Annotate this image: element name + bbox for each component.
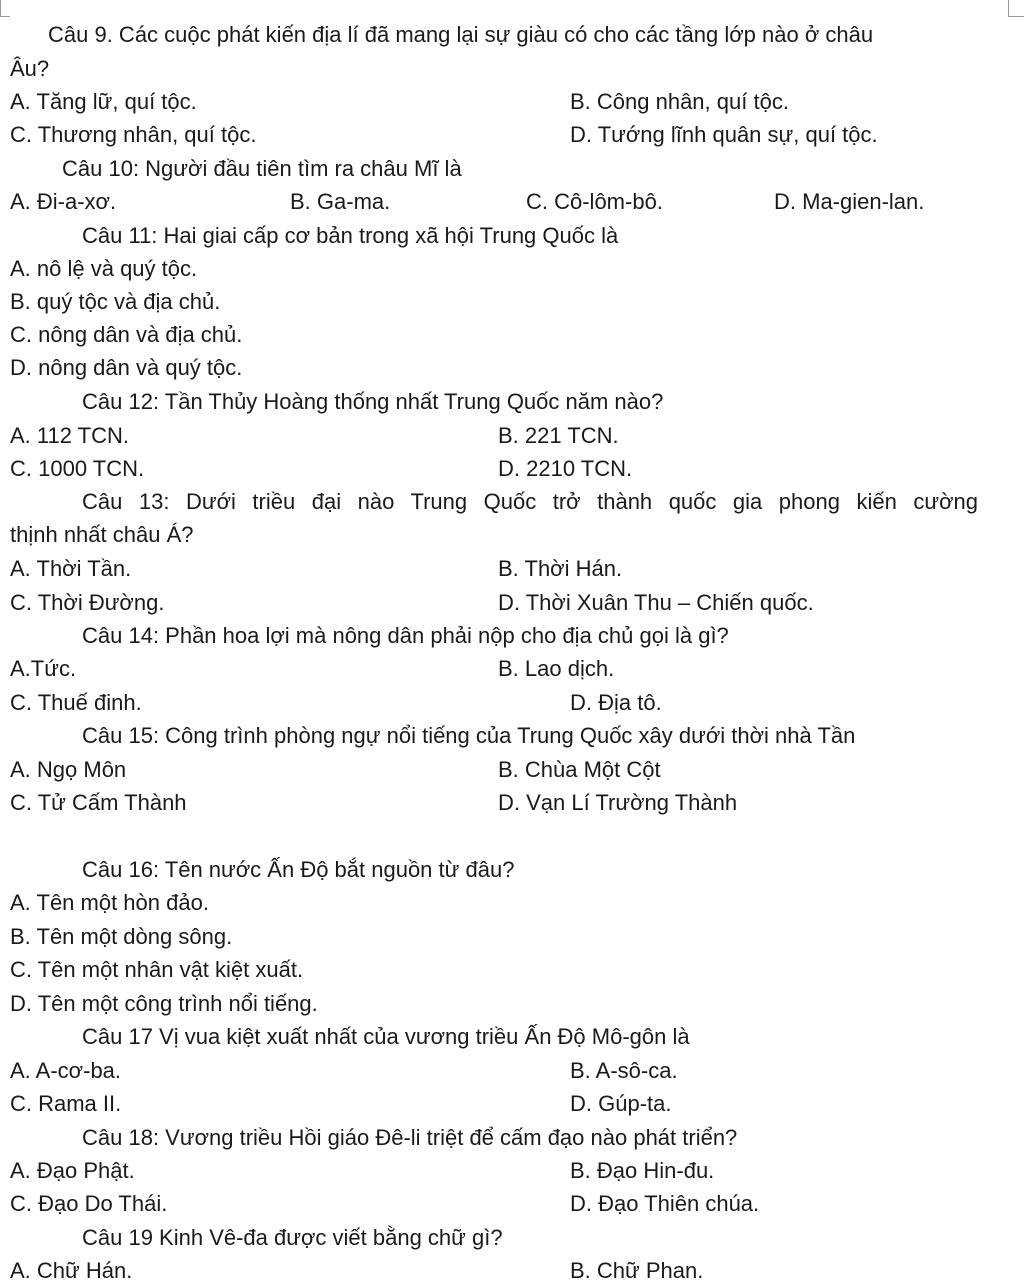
question-15-option-c: C. Tử Cấm Thành: [10, 790, 187, 815]
corner-mark-left-h: [0, 16, 10, 17]
question-14-title: Câu 14: Phần hoa lợi mà nông dân phải nộp cho địa chủ gọi là gì?: [82, 623, 729, 648]
question-11-title: Câu 11: Hai giai cấp cơ bản trong xã hội Trung Quốc là: [82, 223, 619, 248]
question-17-option-c: C. Rama II.: [10, 1091, 122, 1116]
question-13-option-a: A. Thời Tần.: [10, 556, 132, 581]
question-12-option-c: C. 1000 TCN.: [10, 456, 145, 481]
question-17-title: Câu 17 Vị vua kiệt xuất nhất của vương triều Ấn Độ Mô-gôn là: [82, 1024, 690, 1049]
question-16-option-c: C. Tên một nhân vật kiệt xuất.: [10, 957, 304, 982]
question-16-option-a: A. Tên một hòn đảo.: [10, 890, 209, 915]
question-17-option-b: B. A-sô-ca.: [570, 1058, 678, 1083]
question-13-line-2: thịnh nhất châu Á?: [10, 522, 194, 547]
question-12-title: Câu 12: Tần Thủy Hoàng thống nhất Trung Quốc năm nào?: [82, 389, 664, 414]
question-10-option-b: B. Ga-ma.: [290, 189, 391, 214]
question-15-option-b: B. Chùa Một Cột: [498, 757, 661, 782]
question-14-option-b: B. Lao dịch.: [498, 656, 615, 681]
question-9-option-d: D. Tướng lĩnh quân sự, quí tộc.: [570, 122, 878, 147]
question-9-line-2: Âu?: [10, 56, 50, 81]
question-16-option-d: D. Tên một công trình nổi tiếng.: [10, 991, 318, 1016]
corner-mark-right-h: [1008, 16, 1024, 17]
question-18-option-c: C. Đạo Do Thái.: [10, 1191, 168, 1216]
question-13-option-c: C. Thời Đường.: [10, 590, 165, 615]
corner-mark-left-v: [0, 0, 1, 16]
question-11-option-d: D. nông dân và quý tộc.: [10, 355, 243, 380]
question-11-option-c: C. nông dân và địa chủ.: [10, 322, 243, 347]
question-18-title: Câu 18: Vương triều Hồi giáo Đê-li triệt để cấm đạo nào phát triển?: [82, 1125, 738, 1150]
question-9-option-c: C. Thương nhân, quí tộc.: [10, 122, 257, 147]
question-16-option-b: B. Tên một dòng sông.: [10, 924, 233, 949]
question-16-title: Câu 16: Tên nước Ấn Độ bắt nguồn từ đâu?: [82, 857, 515, 882]
question-9-option-b: B. Công nhân, quí tộc.: [570, 89, 789, 114]
question-19-title: Câu 19 Kinh Vê-đa được viết bằng chữ gì?: [82, 1225, 503, 1250]
question-13-option-d: D. Thời Xuân Thu – Chiến quốc.: [498, 590, 814, 615]
question-10-option-d: D. Ma-gien-lan.: [774, 189, 925, 214]
question-9-line-1: Câu 9. Các cuộc phát kiến địa lí đã mang lại sự giàu có cho các tầng lớp nào ở châu: [48, 22, 874, 47]
question-17-option-d: D. Gúp-ta.: [570, 1091, 672, 1116]
question-15-option-d: D. Vạn Lí Trường Thành: [498, 790, 738, 815]
question-18-option-b: B. Đạo Hin-đu.: [570, 1158, 715, 1183]
question-12-option-a: A. 112 TCN.: [10, 423, 130, 448]
question-10-option-c: C. Cô-lôm-bô.: [526, 189, 663, 214]
question-15-title: Câu 15: Công trình phòng ngự nổi tiếng của Trung Quốc xây dưới thời nhà Tần: [82, 723, 856, 748]
question-9-option-a: A. Tăng lữ, quí tộc.: [10, 89, 197, 114]
question-11-option-a: A. nô lệ và quý tộc.: [10, 256, 198, 281]
question-10-title: Câu 10: Người đầu tiên tìm ra châu Mĩ là: [62, 156, 462, 181]
corner-mark-right-v: [1008, 0, 1009, 16]
question-14-option-d: D. Địa tô.: [570, 690, 662, 715]
question-13-line-1: Câu 13: Dưới triều đại nào Trung Quốc trở thành quốc gia phong kiến cường: [82, 489, 978, 514]
question-12-option-b: B. 221 TCN.: [498, 423, 619, 448]
question-18-option-a: A. Đạo Phật.: [10, 1158, 135, 1183]
question-18-option-d: D. Đạo Thiên chúa.: [570, 1191, 760, 1216]
question-13-option-b: B. Thời Hán.: [498, 556, 623, 581]
question-14-option-a: A.Tức.: [10, 656, 77, 681]
question-15-option-a: A. Ngọ Môn: [10, 757, 127, 782]
question-10-option-a: A. Đi-a-xơ.: [10, 189, 117, 214]
question-17-option-a: A. A-cơ-ba.: [10, 1058, 122, 1083]
question-19-option-b: B. Chữ Phan.: [570, 1258, 704, 1283]
question-19-option-a: A. Chữ Hán.: [10, 1258, 133, 1283]
question-12-option-d: D. 2210 TCN.: [498, 456, 633, 481]
question-14-option-c: C. Thuế đinh.: [10, 690, 142, 715]
question-11-option-b: B. quý tộc và địa chủ.: [10, 289, 221, 314]
